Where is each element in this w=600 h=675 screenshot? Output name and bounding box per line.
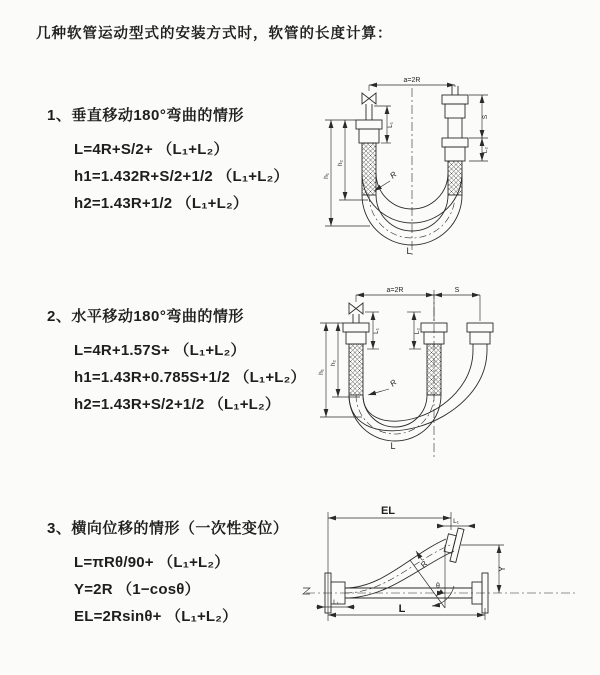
dimension-l1-top	[437, 518, 475, 526]
radius-label: R	[388, 377, 399, 389]
braided-hose-section	[427, 344, 441, 395]
page-title: 几种软管运动型式的安装方式时，软管的长度计算：	[36, 26, 393, 42]
dimension-l2	[407, 312, 421, 349]
formula-line: h1=1.432R+S/2+1/2 （L₁+L₂）	[74, 168, 289, 185]
dim-label-a2r: a=2R	[386, 287, 404, 294]
dim-label-h2: h₂	[337, 159, 344, 167]
dim-label-l1: L₁	[387, 122, 394, 128]
hose-u-bend-moved	[349, 350, 487, 431]
diagram-horizontal-180-bend	[310, 276, 595, 464]
section-vertical-bend	[47, 104, 312, 223]
middle-fitting	[421, 323, 447, 395]
dim-label-s: S	[454, 287, 460, 294]
dim-label-y: Y	[497, 565, 507, 573]
dim-label-l2: L₂	[414, 327, 421, 335]
angle-label: θ	[436, 583, 440, 590]
hose-u-bend	[362, 173, 462, 245]
section-2-heading: 2、水平移动180°弯曲的情形	[47, 308, 244, 325]
dim-label-l1-top: L₁	[453, 518, 459, 525]
right-fitting-moved	[467, 323, 493, 350]
section-2-formulas	[74, 343, 312, 412]
radius-leader	[416, 551, 429, 570]
dimension-l	[328, 603, 485, 620]
dimension-y	[461, 545, 507, 593]
dim-label-el: EL	[380, 505, 396, 517]
formula-line: Y=2R （1−cosθ）	[74, 581, 200, 598]
formula-line: EL=2Rsinθ+ （L₁+L₂）	[74, 608, 238, 625]
radius-leader	[374, 170, 399, 191]
formula-line: h2=1.43R+S/2+1/2 （L₁+L₂）	[74, 396, 281, 413]
dimension-l1	[365, 312, 380, 349]
formula-line: L=πRθ/90+ （L₁+L₂）	[74, 554, 230, 571]
right-fitting	[442, 86, 468, 195]
diagram-vertical-180-bend	[312, 70, 597, 258]
braided-hose-section	[448, 161, 462, 195]
formula-line: L=4R+1.57S+ （L₁+L₂）	[74, 342, 246, 359]
length-label: L	[406, 246, 412, 256]
dim-label-h1: h₁	[323, 173, 330, 179]
dim-label-l1-bottom: L₁	[333, 599, 339, 606]
dimension-s	[434, 287, 480, 321]
left-fitting	[356, 120, 382, 195]
section-horizontal-bend	[47, 305, 312, 424]
diagram-lateral-displacement	[298, 496, 598, 664]
left-fitting	[343, 323, 369, 395]
dimension-l1-bottom	[316, 599, 355, 607]
dim-label-l: L	[398, 603, 406, 615]
hose-u-bend	[349, 395, 441, 441]
dim-label-l1: L₁	[373, 328, 380, 334]
section-3-formulas	[74, 555, 312, 624]
dim-label-h2: h₂	[330, 359, 337, 367]
upper-flange	[442, 526, 464, 562]
dim-label-l2: L₂	[482, 146, 489, 154]
dim-label-h1: h₁	[318, 369, 325, 375]
valve-icon	[362, 93, 376, 120]
length-label: L	[390, 441, 396, 451]
braided-hose-section	[349, 344, 363, 395]
section-lateral-displacement	[47, 517, 312, 636]
dim-label-a2r: a=2R	[403, 77, 421, 84]
radius-label: R	[418, 559, 430, 570]
section-1-formulas	[74, 142, 312, 211]
section-1-heading: 1、垂直移动180°弯曲的情形	[47, 107, 244, 124]
dim-label-s: S	[482, 114, 489, 120]
dimension-l2	[482, 138, 489, 161]
radius-leader	[368, 378, 399, 395]
formula-line: L=4R+S/2+ （L₁+L₂）	[74, 141, 229, 158]
section-3-heading: 3、横向位移的情形（一次性变位）	[47, 520, 289, 537]
dimension-el	[328, 505, 451, 621]
formula-line: h2=1.43R+1/2 （L₁+L₂）	[74, 195, 249, 212]
formula-line: h1=1.43R+0.785S+1/2 （L₁+L₂）	[74, 369, 306, 386]
dimension-a2r	[356, 287, 434, 321]
valve-icon	[349, 303, 363, 323]
radius-label: R	[388, 169, 399, 181]
dimension-l1	[374, 106, 394, 143]
